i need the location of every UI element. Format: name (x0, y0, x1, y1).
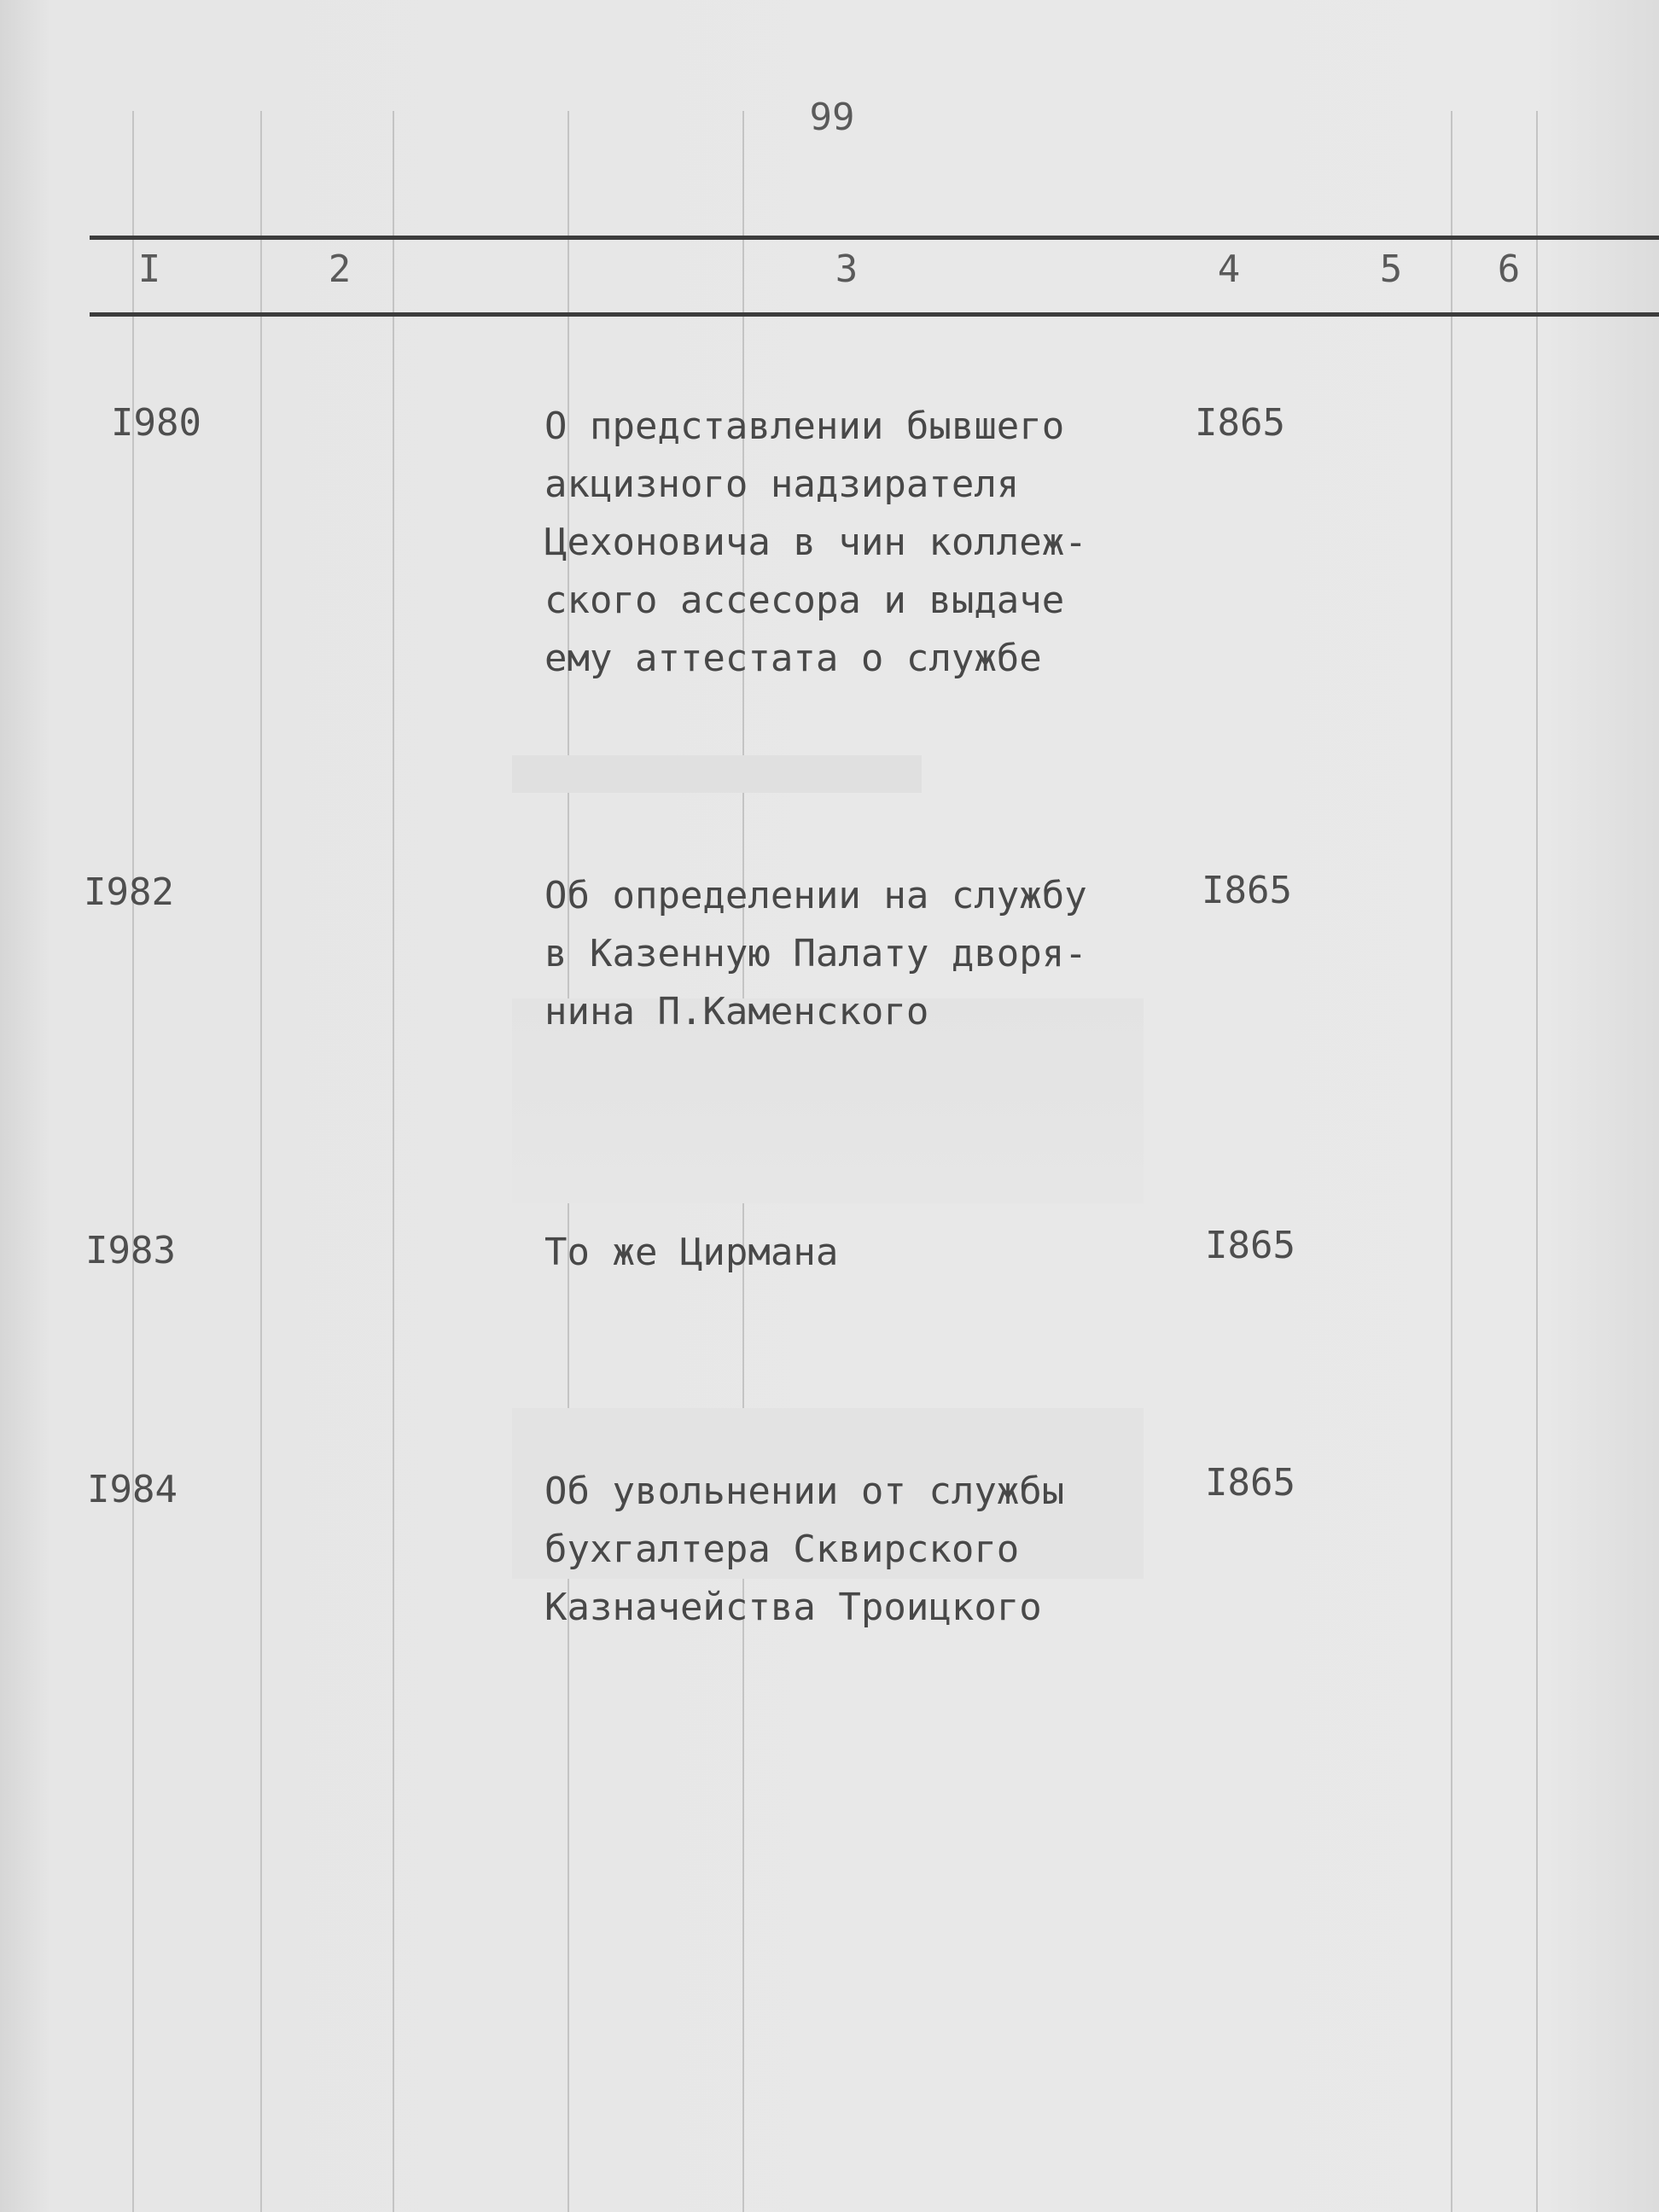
entry-title-line: О представлении бывшего (544, 405, 1065, 448)
column-number: 6 (1497, 247, 1521, 291)
entry-year: I865 (1205, 1461, 1295, 1505)
entry-title-line: акцизного надзирателя (544, 463, 1020, 506)
entry-title (544, 867, 1087, 1041)
entry-title-line: ского ассесора и выдаче (544, 579, 1065, 622)
header-rule-bottom (90, 312, 1659, 317)
page-number: 99 (809, 96, 855, 139)
entry-number: I980 (111, 401, 201, 445)
entry-year: I865 (1202, 869, 1292, 912)
entry-title (544, 398, 1087, 688)
bleed-through-text (512, 755, 922, 793)
column-rule (393, 111, 394, 2212)
column-number: 5 (1379, 247, 1403, 291)
entry-title-line: Об определении на службу (544, 874, 1087, 917)
entry-number: I984 (87, 1468, 178, 1511)
entry-title-line: Цехоновича в чин коллеж- (544, 521, 1087, 564)
entry-title-line: бухгалтера Сквирского (544, 1528, 1020, 1571)
entry-title-line: То же Цирмана (544, 1231, 839, 1274)
entry-title-line: ему аттестата о службе (544, 637, 1042, 680)
column-rule (1451, 111, 1452, 2212)
entry-title-line: в Казенную Палату дворя- (544, 932, 1087, 975)
column-rule (1536, 111, 1538, 2212)
column-rule (260, 111, 262, 2212)
column-number: 2 (328, 247, 352, 291)
entry-title-line: нина П.Каменского (544, 990, 929, 1033)
column-number: I (137, 247, 161, 291)
column-number: 3 (835, 247, 859, 291)
entry-title-line: Об увольнении от службы (544, 1470, 1065, 1513)
entry-number: I983 (85, 1229, 176, 1272)
column-number: 4 (1217, 247, 1241, 291)
entry-year: I865 (1205, 1224, 1295, 1267)
entry-title (544, 1463, 1064, 1637)
entry-title-line: Казначейства Троицкого (544, 1586, 1042, 1629)
entry-number: I982 (84, 870, 174, 914)
header-rule-top (90, 236, 1659, 240)
entry-year: I865 (1195, 401, 1285, 445)
entry-title (544, 1224, 838, 1282)
